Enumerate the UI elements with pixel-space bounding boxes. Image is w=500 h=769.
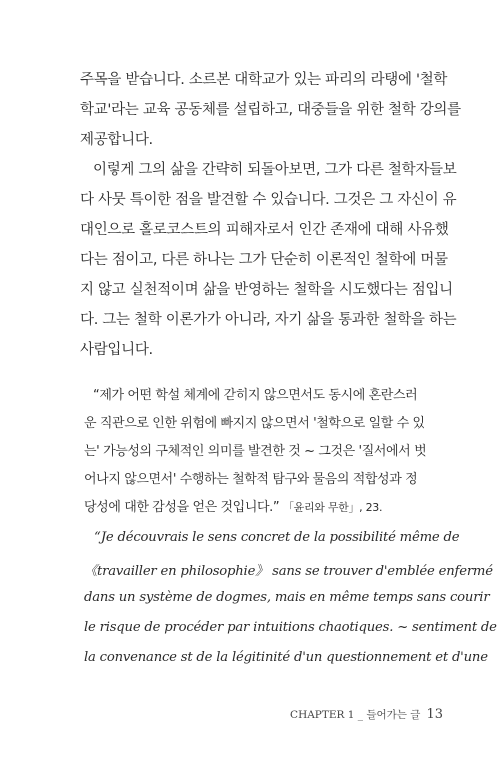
text-line: 사람입니다. <box>80 342 153 358</box>
text-line: 주목을 받습니다. 소르본 대학교가 있는 파리의 라탱에 '철학 <box>80 72 448 88</box>
page-footer <box>290 707 443 722</box>
text-line: 학교'라는 교육 공동체를 설립하고, 대중들을 위한 철학 강의를 <box>80 102 461 118</box>
quote-line: dans un système de dogmes, mais en même temps sans courir <box>84 590 490 605</box>
quote-line: “Je découvrais le sens concret de la possibilité même de <box>94 530 460 545</box>
quote-line: le risque de procéder par intuitions chaotiques. ~ sentiment de <box>84 620 497 635</box>
quote-line: la convenance st de la légitinité d'un questionnement et d'une <box>84 650 488 665</box>
quote-line: 《travailler en philosophie》 sans se trouver d'emblée enfermé <box>84 564 493 579</box>
page-number: 13 <box>426 707 443 722</box>
text-line: 다 사뭇 특이한 점을 발견할 수 있습니다. 그것은 그 자신이 유 <box>80 192 457 208</box>
quote-text: 당성에 대한 감성을 얻은 것입니다.” <box>84 500 280 515</box>
quote-line: 어나지 않으면서' 수행하는 철학적 탐구와 물음의 적합성과 정 <box>84 472 418 487</box>
quote-line-last <box>84 496 438 515</box>
text-line: 제공합니다. <box>80 132 153 148</box>
text-line: 이렇게 그의 삶을 간략히 되돌아보면, 그가 다른 철학자들보 <box>93 162 457 178</box>
text-line: 지 않고 실천적이며 삶을 반영하는 철학을 시도했다는 점입니 <box>80 282 453 298</box>
citation: 「윤리와 무한」, 23. <box>282 501 383 514</box>
quote-line: 운 직관으로 인한 위험에 빠지지 않으면서 '철학으로 일할 수 있 <box>84 416 425 431</box>
quote-line: 는' 가능성의 구체적인 의미를 발견한 것 ~ 그것은 '질서에서 벗 <box>84 444 427 459</box>
text-line: 다. 그는 철학 이론가가 아니라, 자기 삶을 통과한 철학을 하는 <box>80 312 457 328</box>
running-head: CHAPTER 1 _ 들어가는 글 <box>290 709 421 721</box>
text-line: 다는 점이고, 다른 하나는 그가 단순히 이론적인 철학에 머물 <box>80 252 448 268</box>
quote-line: “제가 어떤 학설 체계에 갇히지 않으면서도 동시에 혼란스러 <box>93 388 418 403</box>
text-line: 대인으로 홀로코스트의 피해자로서 인간 존재에 대해 사유했 <box>80 222 449 238</box>
